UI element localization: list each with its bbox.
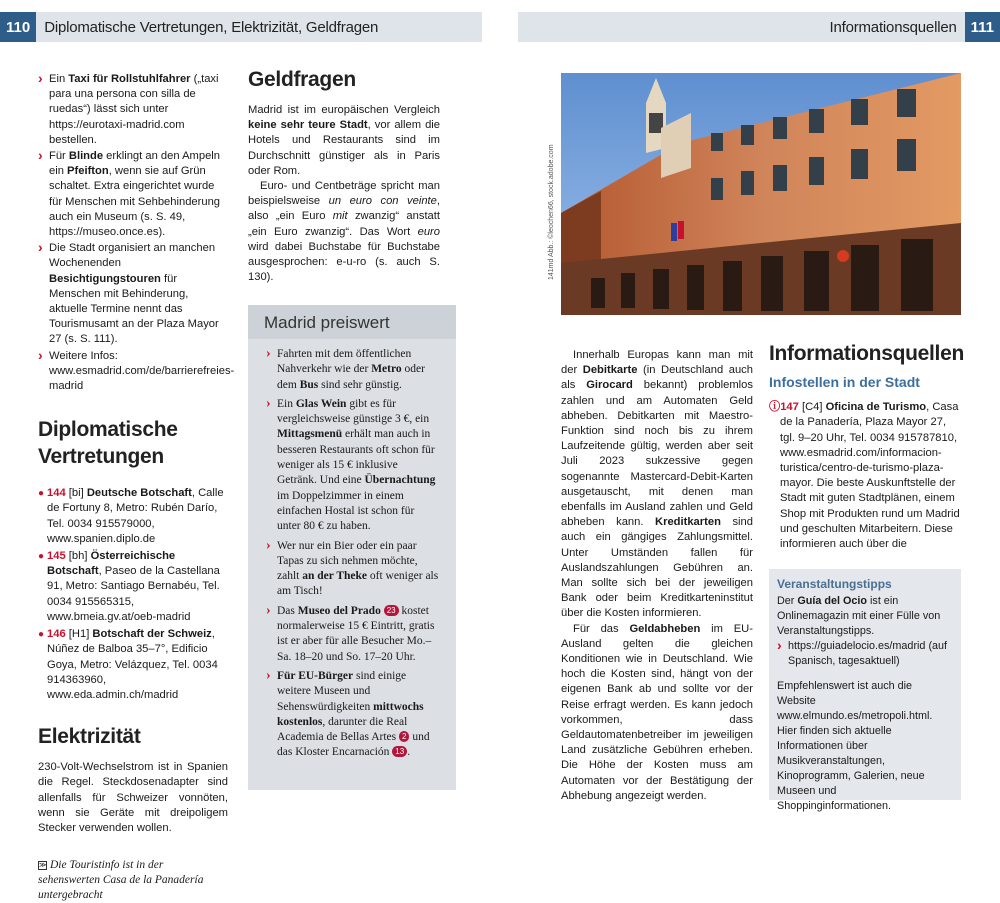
embassy-list (38, 486, 228, 703)
banking-paragraph-2: Für das Geldabheben im EU-Ausland gelten die gleichen Konditionen wie in Deutschland. Wie hoch die Kosten sind, hängt von der eigenen Bank ab und sollte vor der Reise erfragt werden. Es kann jedoch vorkommen, dass Geldautomatenbetreiber im jeweiligen Land zusätzliche Gebühren erheben. Die Höhe der Kosten muss am Automaten vor der Bestätigung der Abhebung angezeigt werden. (561, 622, 753, 802)
banking-paragraph-1: Innerhalb Europas kann man mit der Debitkarte (in Deutschland auch als Girocard bekannt) problemlos zahlen und am Automaten Geld abheben. Debitkarten mit Maestro-Funktion sind noch bis zu ihrem Laufzeitende gültig, werden aber seit Juli 2023 sukzessive gegen sogenannte Mastercard-Debit-Karten ausgetauscht, mit denen man ebenfalls im Ausland zahlen und Geld abheben kann. Kreditkarten sind auch ein gängiges Zahlungsmittel. Unter Umständen fallen für Auslandszahlungen Gebühren an. Man sollte sich bei der jeweiligen Bank oder beim Kreditkarteninstitut über die Kosten informieren. (561, 349, 753, 620)
money-heading: Geldfragen (248, 68, 356, 91)
list-item: ● 144 [bi] Deutsche Botschaft, Calle de Fortuny 8, Metro: Rubén Darío, Tel. 0034 915579000, www.spanien.diplo.de (38, 487, 224, 545)
list-item: › Ein Glas Wein gibt es für vergleichsweise günstige 3 €, ein Mittagsmenü erhält man auch in besseren Restaurants oft schon für weniger als 15 € inklusive Getränk. Und eine Übernachtung im Doppelzimmer in einem einfachen Hostal ist schon für unter 80 € zu haben. (266, 397, 440, 535)
budget-tips-box (248, 305, 456, 790)
list-item: › Weitere Infos: www.esmadrid.com/de/barrierefreies-madrid (38, 349, 228, 395)
budget-box-title: Madrid preiswert (248, 305, 456, 339)
page-number-right: 111 (965, 12, 1000, 42)
photo-credit: 141md Abb.: ©leochen66, stock.adobe.com (548, 144, 555, 280)
running-title-right: Informationsquellen (829, 18, 957, 36)
casa-panaderia-photo (561, 73, 961, 315)
left-column (38, 72, 235, 903)
events-box-title: Veranstaltungstipps (777, 577, 892, 591)
list-item: › Die Stadt organisiert an manchen Wochenenden Besichtigungstouren für Menschen mit Behinderung, aktuelle Termine nennt das Tourismusamt an der Plaza Mayor 27 (s. S. 111). (38, 241, 228, 347)
page-header-left (0, 12, 482, 42)
list-item: › Ein Taxi für Rollstuhlfahrer („taxi para una persona con silla de ruedas“) lässt sich unter https://eurotaxi-madrid.com bestellen. (38, 72, 228, 148)
money-column (248, 66, 440, 285)
running-title-left: Diplomatische Vertretungen, Elektrizität, Geldfragen (44, 18, 379, 36)
money-paragraph-1: Madrid ist im europäischen Vergleich keine sehr teure Stadt, vor allem die Hotels und Restaurants sind im Durchschnitt günstiger als in Paris oder Rom. (248, 104, 440, 177)
list-item: › Wer nur ein Bier oder ein paar Tapas zu sich nehmen möchte, zahlt an der Theke oft weniger als am Tisch! (266, 539, 440, 600)
events-text: Der Guía del Ocio ist ein Onlinemagazin mit einer Fülle von Veranstaltungstipps. (777, 595, 941, 637)
location-dot-icon: ● (38, 629, 45, 641)
location-dot-icon: ● (38, 551, 45, 563)
photo-arrow-icon: ≫ (39, 861, 47, 870)
info-column (769, 340, 964, 552)
page-number-left: 110 (0, 12, 36, 42)
events-text-2: Empfehlenswert ist auch die Website www.elmundo.es/metropoli.html. Hier finden sich aktuelle Informationen über Musikveranstaltungen, Kinoprogramm, Galerien, neue Museen und Shoppinginformationen. (777, 680, 933, 812)
sight-number-badge: 2 (399, 731, 409, 742)
list-item: › Für Blinde erklingt an den Ampeln ein Pfeifton, wenn sie auf Grün schaltet. Extra eingerichtet wurde für Menschen mit Sehbehinderung auch ein Museum (s. S. 49, https://museo.once.es). (38, 149, 228, 240)
list-item: › Für EU-Bürger sind einige weitere Museen und Sehenswürdigkeiten mittwochs kostenlos, darunter die Real Academia de Bellas Artes 2 und das Kloster Encarnación 13 . (266, 669, 440, 761)
info-heading: Informationsquellen (769, 342, 964, 365)
page-header-right (518, 12, 1000, 42)
info-icon: ⓘ (769, 401, 781, 414)
location-dot-icon: ● (38, 488, 45, 500)
list-item: › https://guiadelocio.es/madrid (auf Spanisch, tagesaktuell) (777, 639, 953, 669)
building-illustration (561, 73, 961, 315)
list-item: ● 146 [H1] Botschaft der Schweiz, Núñez de Balboa 35–7°, Edificio Goya, Metro: Velázquez, Tel. 0034 914363960, www.eda.admin.ch/madrid (38, 628, 218, 701)
banking-column (561, 348, 753, 804)
list-item: ● 145 [bh] Österreichische Botschaft, Paseo de la Castellana 91, Metro: Santiago Bernabéu, Tel. 0034 915565315, www.bmeia.gv.at/oeb-madrid (38, 550, 220, 623)
events-links (777, 639, 953, 669)
sight-number-badge: 13 (392, 746, 407, 757)
list-item: › Das Museo del Prado 23 kostet normalerweise 15 € Eintritt, gratis ist er aber für alle Besucher Mo.–Sa. 18–20 und So. 17–20 Uhr. (266, 604, 440, 665)
money-paragraph-2: Euro- und Centbeträge spricht man beispielsweise un euro con veinte, also „ein Euro mit zwanzig“ anstatt „ein Euro zwanzig“. Das Wort euro wird dabei Buchstabe für Buchstabe ausgesprochen: e-u-ro (s. auch S. 130). (248, 180, 440, 284)
photo-caption: ≫ Die Touristinfo ist in der sehenswerten Casa de la Panadería untergebracht (38, 859, 204, 902)
info-subheading: Infostellen in der Stadt (769, 374, 920, 390)
tourist-office-entry: ⓘ147 [C4] Oficina de Turismo, Casa de la Panadería, Plaza Mayor 27, tgl. 9–20 Uhr, Tel. 0034 915787810, www.esmadrid.com/informacion-turistica/centro-de-turismo-plaza-mayor. Die beste Auskunftstelle der Stadt mit guten Stadtplänen, einem Shop mit Produkten rund um Madrid und geschulten Mitarbeitern. Diese informieren auch über die (769, 401, 960, 551)
accessibility-list (38, 72, 235, 394)
sight-number-badge: 23 (384, 605, 399, 616)
diplomatic-heading: Diplomatische Vertretungen (38, 418, 178, 469)
electricity-heading: Elektrizität (38, 725, 141, 749)
electricity-text: 230-Volt-Wechselstrom ist in Spanien die Regel. Steckdosenadapter sind allenfalls für Schweizer vonnöten, wenn sie Geräte mit dreipoligem Stecker verwenden wollen. (38, 761, 228, 834)
events-box (769, 569, 961, 812)
list-item: › Fahrten mit dem öffentlichen Nahverkehr wie der Metro oder dem Bus sind sehr günstig. (266, 347, 440, 393)
budget-list (266, 347, 440, 761)
